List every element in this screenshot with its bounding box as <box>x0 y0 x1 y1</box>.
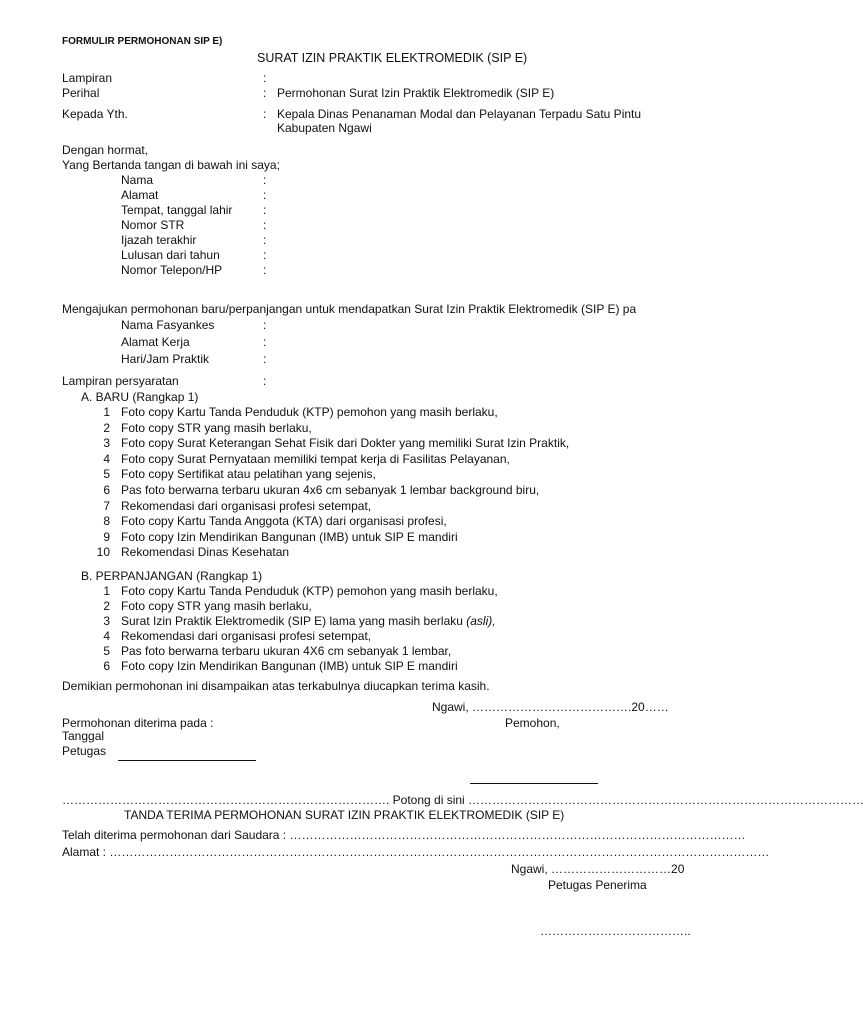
perihal-label: Perihal <box>62 86 100 100</box>
item-text: Foto copy Izin Mendirikan Bangunan (IMB) untuk SIP E mandiri <box>121 659 458 673</box>
item-number: 6 <box>103 483 110 497</box>
item-number: 6 <box>103 659 110 673</box>
list-item <box>0 584 700 599</box>
item-number: 8 <box>103 514 110 529</box>
identity-field-row <box>0 188 700 203</box>
item-number: 7 <box>103 498 110 513</box>
kepada-line-2: Kabupaten Ngawi <box>277 121 372 135</box>
colon: : <box>263 173 267 187</box>
list-item <box>0 452 700 467</box>
item-text: Pas foto berwarna terbaru ukuran 4X6 cm sebanyak 1 lembar, <box>121 644 452 658</box>
list-item <box>0 467 700 482</box>
item-text: Foto copy STR yang masih berlaku, <box>121 420 312 435</box>
request-text: Mengajukan permohonan baru/perpanjangan untuk mendapatkan Surat Izin Praktik Elektromedik (SIP E) pa <box>62 302 637 316</box>
receipt-address: Alamat : ………………………………………………………………………………………………………………………………………………… <box>62 845 770 859</box>
item-number: 10 <box>96 545 110 560</box>
item-text: Foto copy STR yang masih berlaku, <box>121 599 312 613</box>
form-label: FORMULIR PERMOHONAN SIP E) <box>62 36 223 47</box>
field-label: Alamat <box>121 188 159 202</box>
item-number: 2 <box>103 599 110 613</box>
identity-field-row <box>0 218 700 233</box>
pemohon-signature-line <box>470 783 598 784</box>
field-label: Nama Fasyankes <box>121 318 215 332</box>
item-number: 4 <box>103 629 110 643</box>
greeting-hormat: Dengan hormat, <box>62 143 149 157</box>
colon: : <box>263 374 267 388</box>
colon: : <box>263 71 267 85</box>
received-on-label: Permohonan diterima pada : <box>62 716 214 730</box>
item-number: 1 <box>103 405 110 419</box>
item-text: Foto copy Surat Keterangan Sehat Fisik dari Dokter yang memiliki Surat Izin Praktik, <box>121 436 570 451</box>
colon: : <box>263 335 267 349</box>
list-item <box>0 499 700 514</box>
pemohon-label: Pemohon, <box>505 716 560 730</box>
list-item <box>0 514 700 529</box>
field-label: Ijazah terakhir <box>121 233 197 247</box>
field-label: Tempat, tanggal lahir <box>121 203 233 217</box>
cut-line: ………………………………………………………………………. Potong di sini ……………………………………………………………………………………… <box>62 793 864 807</box>
list-item <box>0 421 700 436</box>
perpanjangan-heading: B. PERPANJANGAN (Rangkap 1) <box>81 569 263 583</box>
colon: : <box>263 248 267 262</box>
petugas-label: Petugas <box>62 744 107 758</box>
field-label: Lulusan dari tahun <box>121 248 220 262</box>
receipt-received-from: Telah diterima permohonan dari Saudara : …………………………………………………………………………………………………… <box>62 828 746 842</box>
item-text: Foto copy Sertifikat atau pelatihan yang sejenis, <box>121 467 376 482</box>
identity-field-row <box>0 248 700 263</box>
list-item <box>0 530 700 545</box>
colon: : <box>263 233 267 247</box>
list-item <box>0 545 700 560</box>
receipt-officer-label: Petugas Penerima <box>548 878 647 892</box>
colon: : <box>263 263 267 277</box>
lampiran-label: Lampiran <box>62 71 113 85</box>
field-label: Nama <box>121 173 154 187</box>
identity-field-row <box>0 263 700 278</box>
colon: : <box>263 318 267 332</box>
item-text: Foto copy Izin Mendirikan Bangunan (IMB) untuk SIP E mandiri <box>121 529 458 544</box>
asli-note: (asli), <box>466 614 496 628</box>
item-number: 4 <box>103 451 110 466</box>
field-label: Nomor Telepon/HP <box>121 263 223 277</box>
receipt-place-date: Ngawi, …………………………20 <box>511 862 685 876</box>
tanggal-label: Tanggal <box>62 729 105 743</box>
item-number: 3 <box>103 436 110 451</box>
item-text: Rekomendasi dari organisasi profesi setempat, <box>121 498 372 513</box>
item-text: Foto copy Surat Pernyataan memiliki tempat kerja di Fasilitas Pelayanan, <box>121 451 510 466</box>
colon: : <box>263 86 267 100</box>
list-item <box>0 405 700 420</box>
list-item <box>0 629 700 644</box>
item-number: 2 <box>103 420 110 435</box>
perihal-value: Permohonan Surat Izin Praktik Elektromedik (SIP E) <box>277 86 555 100</box>
list-item <box>0 599 700 614</box>
field-label: Hari/Jam Praktik <box>121 352 210 366</box>
list-item <box>0 436 700 451</box>
colon: : <box>263 203 267 217</box>
item-text: Foto copy Kartu Tanda Anggota (KTA) dari organisasi profesi, <box>121 514 447 529</box>
item-text: Surat Izin Praktik Elektromedik (SIP E) lama yang masih berlaku <box>121 614 467 628</box>
greeting-intro: Yang Bertanda tangan di bawah ini saya; <box>62 158 280 172</box>
item-text-row <box>121 614 496 629</box>
baru-heading: A. BARU (Rangkap 1) <box>81 390 199 404</box>
closing-text: Demikian permohonan ini disampaikan atas terkabulnya diucapkan terima kasih. <box>62 679 490 693</box>
list-item <box>0 614 700 629</box>
list-item <box>0 644 700 659</box>
colon: : <box>263 107 267 121</box>
item-number: 1 <box>103 584 110 598</box>
item-number: 5 <box>103 467 110 482</box>
identity-field-row <box>0 173 700 188</box>
list-item <box>0 659 700 674</box>
field-label: Alamat Kerja <box>121 335 190 349</box>
item-number: 9 <box>103 529 110 544</box>
place-date: Ngawi, ………………………………….20…… <box>432 700 669 714</box>
colon: : <box>263 188 267 202</box>
item-text: Foto copy Kartu Tanda Penduduk (KTP) pemohon yang masih berlaku, <box>121 405 498 419</box>
item-number: 5 <box>103 644 110 658</box>
item-number: 3 <box>103 614 110 628</box>
item-text: Pas foto berwarna terbaru ukuran 4x6 cm sebanyak 1 lembar background biru, <box>121 483 540 497</box>
identity-field-row <box>0 203 700 218</box>
kepada-label: Kepada Yth. <box>62 107 128 121</box>
field-label: Nomor STR <box>121 218 185 232</box>
receipt-signature-dots: ……………………………….. <box>540 924 691 938</box>
request-field-row <box>0 318 700 333</box>
receipt-title: TANDA TERIMA PERMOHONAN SURAT IZIN PRAKTIK ELEKTROMEDIK (SIP E) <box>124 808 565 822</box>
colon: : <box>263 218 267 232</box>
item-text: Foto copy Kartu Tanda Penduduk (KTP) pemohon yang masih berlaku, <box>121 584 498 598</box>
request-field-row <box>0 352 700 367</box>
kepada-line-1: Kepala Dinas Penanaman Modal dan Pelayanan Terpadu Satu Pintu <box>277 107 642 121</box>
petugas-signature-line <box>118 760 256 761</box>
request-field-row <box>0 335 700 350</box>
requirements-label: Lampiran persyaratan <box>62 374 179 388</box>
document-title: SURAT IZIN PRAKTIK ELEKTROMEDIK (SIP E) <box>257 51 528 65</box>
item-text: Rekomendasi Dinas Kesehatan <box>121 545 290 560</box>
identity-field-row <box>0 233 700 248</box>
list-item <box>0 483 700 498</box>
item-text: Rekomendasi dari organisasi profesi setempat, <box>121 629 372 643</box>
colon: : <box>263 352 267 366</box>
